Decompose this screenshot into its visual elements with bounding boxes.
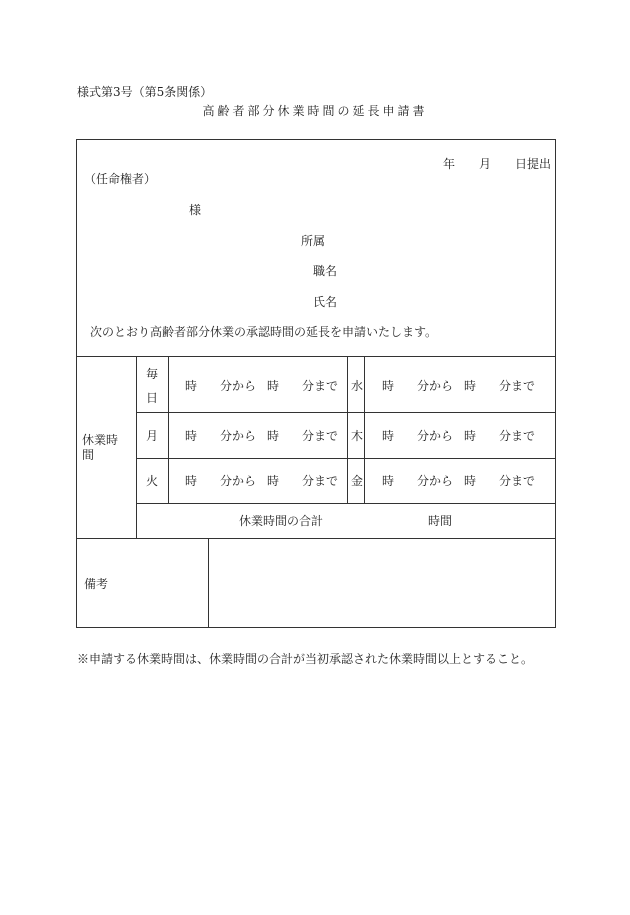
right-hour-from: 時: [382, 379, 395, 393]
divider-applicant: [77, 356, 555, 357]
divider-row-3: [136, 503, 555, 504]
honorific: 様: [189, 203, 202, 217]
right-from: 分から: [417, 429, 454, 443]
divider-remarks-label: [208, 538, 209, 627]
left-from: 分から: [220, 474, 257, 488]
right-hour-until: 時: [464, 474, 477, 488]
total-label: 休業時間の合計: [239, 514, 324, 528]
divider-remarks: [77, 538, 555, 539]
left-until: 分まで: [302, 429, 339, 443]
left-until: 分まで: [302, 379, 339, 393]
right-until: 分まで: [499, 429, 536, 443]
application-form: [76, 139, 556, 628]
appointer-label: （任命権者）: [84, 172, 157, 186]
left-hour-from: 時: [185, 379, 198, 393]
day-right-3: 金: [351, 474, 364, 488]
right-from: 分から: [417, 474, 454, 488]
day-daily-2: 日: [146, 391, 159, 405]
left-hour-until: 時: [267, 474, 280, 488]
day-left-3: 火: [146, 474, 159, 488]
divider-left-day: [168, 356, 169, 503]
right-until: 分まで: [499, 474, 536, 488]
divider-right-day: [364, 356, 365, 503]
right-from: 分から: [417, 379, 454, 393]
day-left-2: 月: [146, 429, 159, 443]
request-text: 次のとおり高齢者部分休業の承認時間の延長を申請いたします。: [90, 325, 438, 339]
day-right-2: 木: [351, 429, 364, 443]
left-hour-until: 時: [267, 429, 280, 443]
divider-section-label: [136, 356, 137, 538]
name-label: 氏名: [313, 295, 338, 309]
hours-section-label-2: 間: [82, 448, 95, 462]
right-hour-until: 時: [464, 379, 477, 393]
hours-section-label: 休業時: [82, 433, 119, 447]
right-hour-until: 時: [464, 429, 477, 443]
left-hour-from: 時: [185, 474, 198, 488]
left-hour-until: 時: [267, 379, 280, 393]
right-until: 分まで: [499, 379, 536, 393]
form-number: 様式第3号（第5条関係）: [77, 85, 213, 99]
day-daily-1: 毎: [146, 367, 159, 381]
form-title: 高齢者部分休業時間の延長申請書: [202, 104, 428, 118]
right-hour-from: 時: [382, 474, 395, 488]
day-right-1: 水: [351, 379, 364, 393]
right-hour-from: 時: [382, 429, 395, 443]
divider-row-2: [136, 458, 555, 459]
total-unit: 時間: [428, 514, 453, 528]
divider-row-1: [136, 412, 555, 413]
remarks-label: 備考: [84, 577, 109, 591]
left-hour-from: 時: [185, 429, 198, 443]
position-label: 職名: [313, 264, 338, 278]
left-from: 分から: [220, 379, 257, 393]
left-from: 分から: [220, 429, 257, 443]
submission-date: 年 月 日提出: [443, 157, 552, 171]
divider-mid: [347, 356, 348, 503]
footnote: ※申請する休業時間は、休業時間の合計が当初承認された休業時間以上とすること。: [77, 652, 534, 666]
left-until: 分まで: [302, 474, 339, 488]
affiliation-label: 所属: [301, 234, 326, 248]
